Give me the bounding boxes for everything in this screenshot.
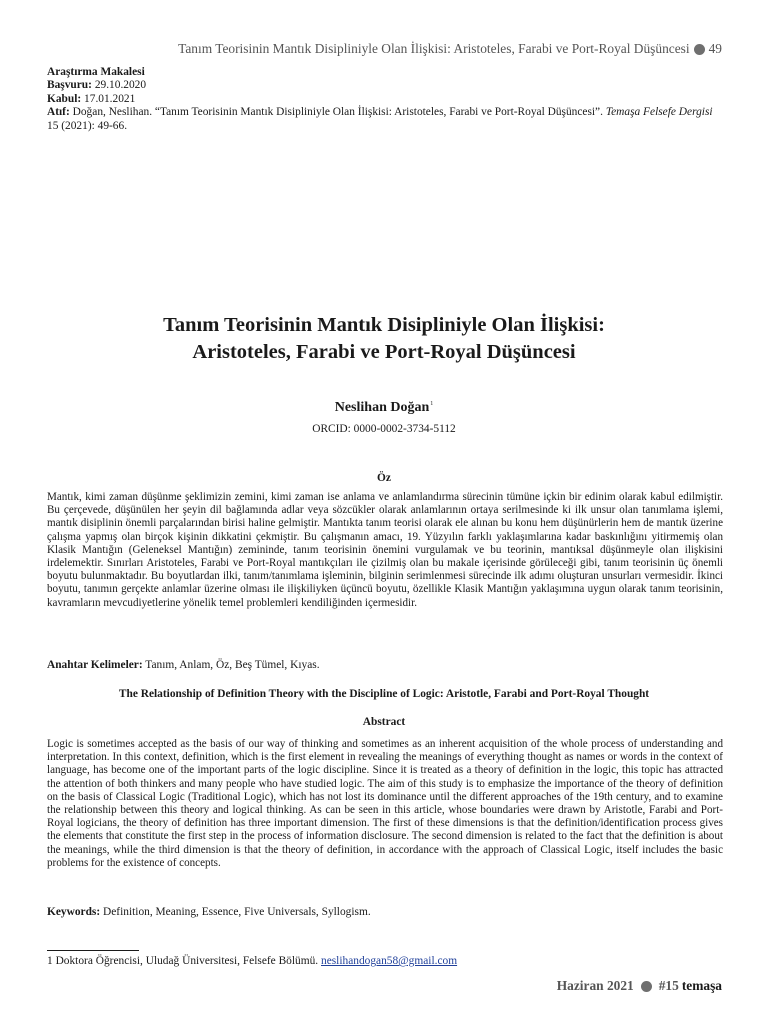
article-type: Araştırma Makalesi xyxy=(47,66,145,78)
accepted-label: Kabul: xyxy=(47,92,82,105)
oz-keywords-label: Anahtar Kelimeler: xyxy=(47,659,143,671)
citation-text: Doğan, Neslihan. “Tanım Teorisinin Mantık Disipliniyle Olan İlişkisi: Aristoteles, Farabi ve Port-Royal Düşüncesi”. xyxy=(72,106,606,119)
page-footer xyxy=(557,978,722,994)
accepted-line xyxy=(47,93,723,106)
title-line-2: Aristoteles, Farabi ve Port-Royal Düşüncesi xyxy=(192,341,576,363)
accepted-date: 17.01.2021 xyxy=(84,92,136,105)
abstract-keywords-list: Definition, Meaning, Essence, Five Universals, Syllogism. xyxy=(103,906,371,918)
abstract-text: Logic is sometimes accepted as the basis of our way of thinking and sometimes as an inherent acquisition of the whole process of understanding and interpretation. In this context, definition, which is the first element in revealing the meanings of everything thought as names or words in the context of language, has become one of the important parts of the logic discipline. Since it is treated as a theory of definition in the logic, this topic has attracted the attention of both thinkers and many people who have studied logic. The aim of this study is to emphasize the importance of the theory of definition on the basis of Classical Logic (Traditional Logic), which has not lost its dominance until the different approaches of the 19th century, and to examine the relationship between this theory and logical thinking. As can be seen in this article, whose boundaries were drawn by Aristotle, Farabi and Port-Royal logicians, the theory of definition has three important dimension. The first of these dimensions is that the definition/identification process gives the elements that constitute the first step in the process of information disclosure. The second dimension is related to the fact that the definition is about the meanings, while the third dimension is that the theory of definition, in accordance with the approach of Classical Logic, itself includes the basic problems for the existence of concepts. xyxy=(47,738,723,869)
citation-line xyxy=(47,106,723,133)
author-note-mark: 1 xyxy=(430,401,434,407)
author-name: Neslihan Doğan xyxy=(334,400,430,415)
oz-text: Mantık, kimi zaman düşünme şeklimizin zemini, kimi zaman ise anlama ve anlamlandırma sürecinin tümüne içkin bir edinim olarak kabul edilmiştir. Bu çerçevede, düşünülen her şeyin dil bağlamında adlar veya sözcükler olarak anlamlarının ortaya serilmesinde ki ilk unsur olan tanımlama işlemi, mantık disiplinin önemli parçalarından birisi haline gelmiştir. Mantıkta tanım teorisi olarak ele alınan bu konu hem düşünürlerin hem de mantık üzerine çalışma yapmış olan birçok kişinin dikkatini çekmiştir. Bu çalışmanın amacı, 19. Yüzyılın farklı yaklaşımlarına kadar baskınlığını yitirmemiş olan Klasik Mantığın (Geleneksel Mantığın) zemininde, tanım teorisinin önemini vurgulamak ve bu teorinin, mantıksal düşünmeyle olan ilişkisini irdelemektir. Sınırları Aristoteles, Farabi ve Port-Royal mantıkçıları ile çizilmiş olan bu makale içerisinde görüleceği gibi, tanım teorisinin üç önemli boyutu bulunmaktadır. Bu boyutlardan ilki, tanım/tanımlama işleminin, bilginin serimlenmesi sürecinde ilk adımı oluşturan unsurları vermesidir. İkinci boyutu, tanımın gerçekte anlamlar üzerine olması ile ilişkiliyken üçüncü boyutu, özellikle Klasik Mantığın yaklaşımına uygun olarak tanım teorisinin, kavramların mevcudiyetlerine yönelik temel problemleri kendiliğinden içermesidir. xyxy=(47,491,723,609)
issue-number: #15 xyxy=(658,978,679,993)
citation-label: Atıf: xyxy=(47,106,70,119)
abstract-heading: Abstract xyxy=(362,716,406,728)
footnote-number: 1 xyxy=(47,955,53,967)
oz-keywords-list: Tanım, Anlam, Öz, Beş Tümel, Kıyas. xyxy=(145,659,320,671)
received-date: 29.10.2020 xyxy=(94,79,147,92)
received-line xyxy=(47,79,723,92)
bullet-dot-icon xyxy=(694,44,705,55)
abstract-keywords xyxy=(47,906,723,919)
received-label: Başvuru: xyxy=(47,79,92,92)
oz-keywords xyxy=(47,659,723,672)
article-title xyxy=(0,312,768,366)
orcid: ORCID: 0000-0002-3734-5112 xyxy=(312,423,456,435)
page-number: 49 xyxy=(708,41,722,56)
footnote xyxy=(47,955,457,967)
issue-date: Haziran 2021 xyxy=(556,978,634,993)
footnote-text: Doktora Öğrencisi, Uludağ Üniversitesi, Felsefe Bölümü. xyxy=(55,955,319,967)
citation-journal: Temaşa Felsefe Dergisi xyxy=(605,106,713,119)
running-head-title: Tanım Teorisinin Mantık Disipliniyle Olan İlişkisi: Aristoteles, Farabi ve Port-Royal Düşüncesi xyxy=(178,41,690,56)
author-email-link[interactable]: neslihandogan58@gmail.com xyxy=(321,955,458,967)
footer-dot-icon xyxy=(641,981,652,992)
title-line-1: Tanım Teorisinin Mantık Disipliniyle Olan İlişkisi: xyxy=(163,314,605,336)
journal-brand: temaşa xyxy=(681,978,722,993)
oz-heading: Öz xyxy=(377,472,391,484)
running-head xyxy=(178,41,722,57)
citation-tail: 15 (2021): 49-66. xyxy=(47,119,128,132)
abstract-keywords-label: Keywords: xyxy=(47,906,101,918)
english-title: The Relationship of Definition Theory with the Discipline of Logic: Aristotle, Farabi and Port-Royal Thought xyxy=(118,688,650,700)
author xyxy=(0,400,768,416)
article-meta xyxy=(47,66,723,133)
footnote-rule xyxy=(47,950,139,951)
